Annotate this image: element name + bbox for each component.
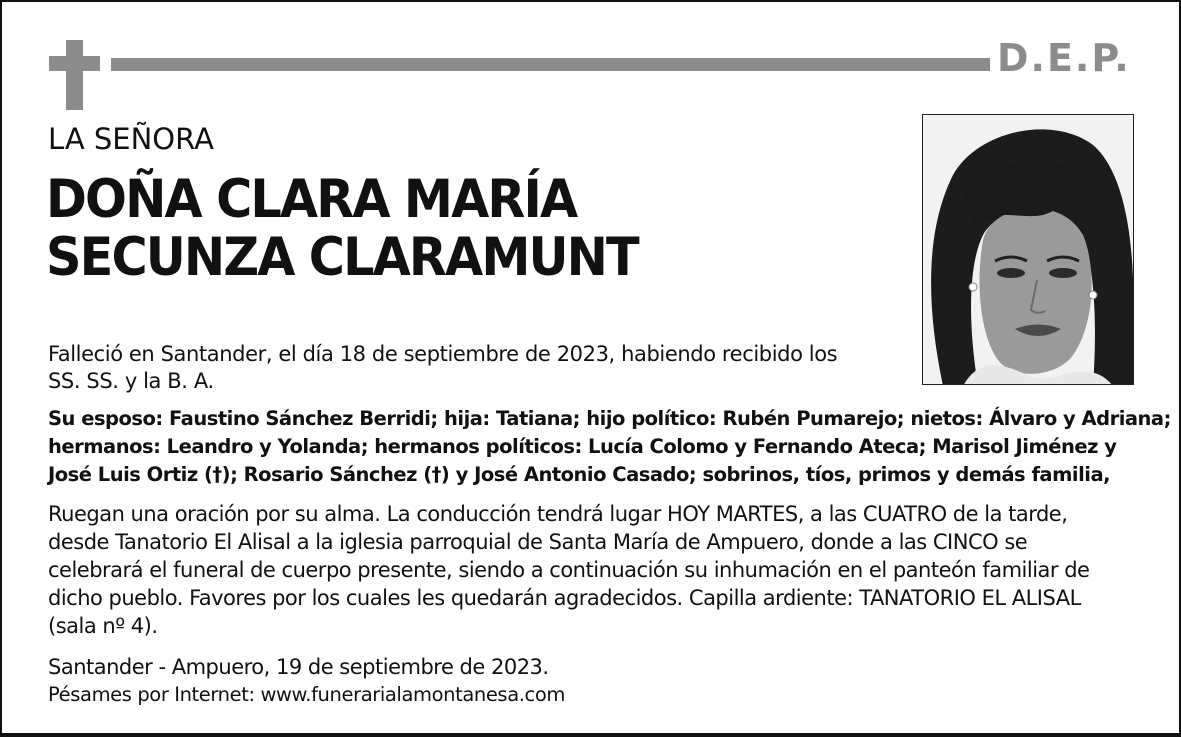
- honorific: LA SEÑORA: [48, 122, 214, 156]
- death-announcement: [48, 341, 878, 395]
- death-line-1: Falleció en Santander, el día 18 de septiembre de 2023, habiendo recibido los: [48, 342, 838, 366]
- funeral-details: [48, 500, 1168, 640]
- cross-horizontal-bar: [49, 56, 100, 71]
- deceased-name: [46, 171, 638, 287]
- details-line-1: Ruegan una oración por su alma. La conducción tendrá lugar HOY MARTES, a las CUATRO de la tarde,: [48, 502, 1068, 526]
- details-line-4: dicho pueblo. Favores por los cuales les quedarán agradecidos. Capilla ardiente: TANATORIO EL ALISAL: [48, 586, 1081, 610]
- details-line-3: celebrará el funeral de cuerpo presente, siendo a continuación su inhumación en el panteón familiar de: [48, 558, 1090, 582]
- dep-label: D.E.P.: [997, 36, 1131, 80]
- name-line-1: DOÑA CLARA MARÍA: [46, 169, 577, 230]
- family-line-3: José Luis Ortiz (†); Rosario Sánchez (†) y José Antonio Casado; sobrinos, tíos, primos y demás familia,: [48, 463, 1111, 486]
- place-date: Santander - Ampuero, 19 de septiembre de 2023.: [48, 655, 549, 679]
- family-line-2: hermanos: Leandro y Yolanda; hermanos políticos: Lucía Colomo y Fernando Ateca; Marisol Jiménez y: [48, 435, 1117, 458]
- details-line-5: (sala nº 4).: [48, 614, 158, 638]
- portrait-illustration: [923, 115, 1134, 385]
- condolences-website: Pésames por Internet: www.funerarialamontanesa.com: [48, 683, 565, 706]
- header-rule: [111, 58, 990, 71]
- death-line-2: SS. SS. y la B. A.: [48, 369, 214, 393]
- family-line-1: Su esposo: Faustino Sánchez Berridi; hija: Tatiana; hijo político: Rubén Pumarejo; nietos: Álvaro y Adriana;: [48, 407, 1171, 430]
- family-list: [48, 405, 1171, 489]
- portrait-photo: [922, 114, 1134, 385]
- cross-vertical-bar: [66, 40, 83, 110]
- name-line-2: SECUNZA CLARAMUNT: [46, 227, 638, 288]
- details-line-2: desde Tanatorio El Alisal a la iglesia parroquial de Santa María de Ampuero, donde a las CINCO se: [48, 530, 1028, 554]
